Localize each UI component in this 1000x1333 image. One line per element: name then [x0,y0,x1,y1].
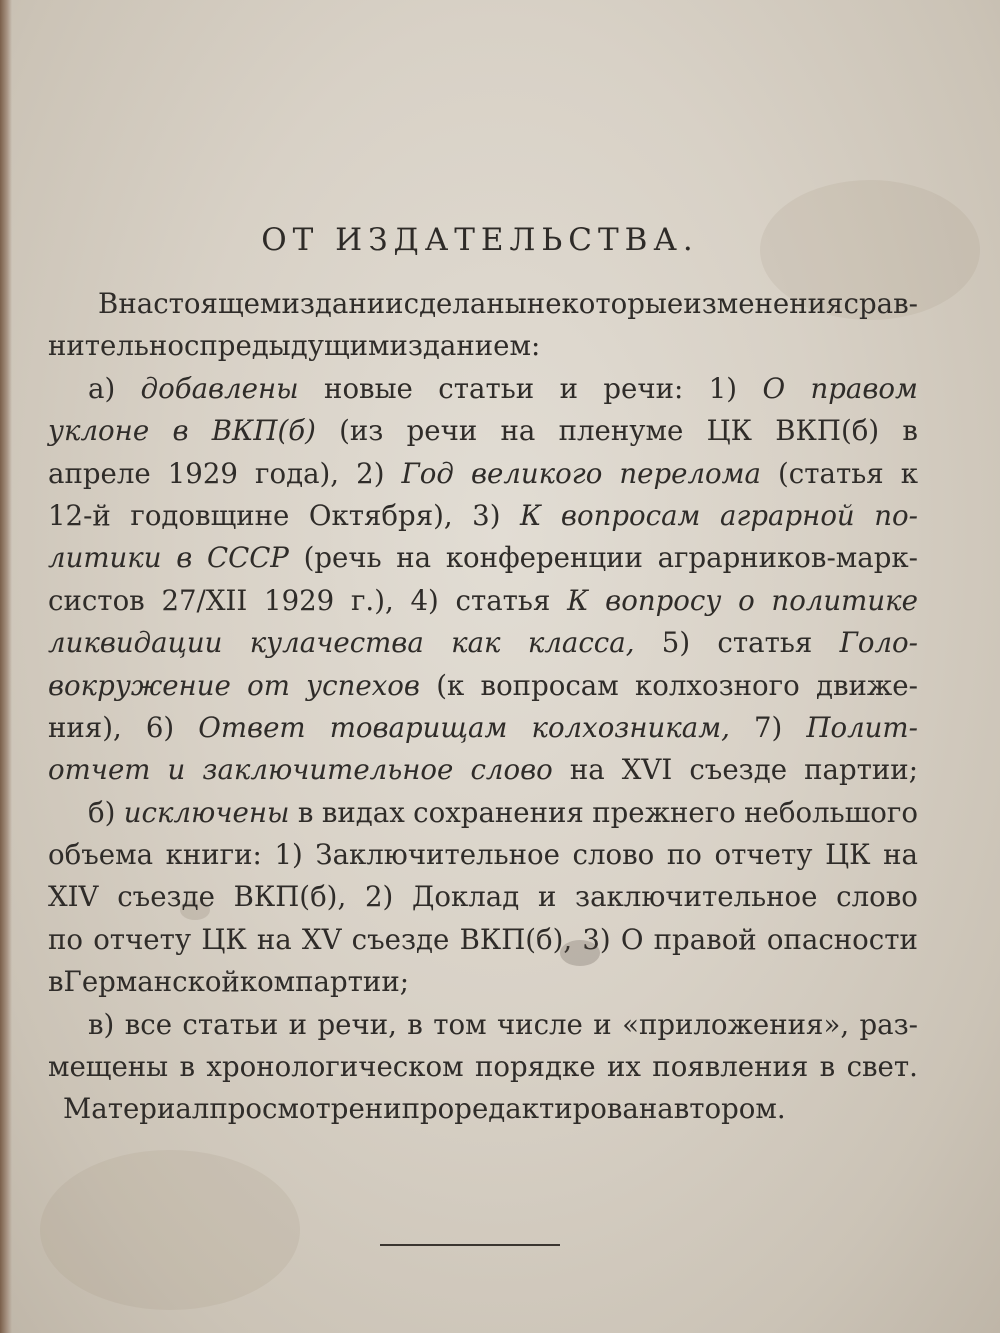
text-word: опасности [766,922,918,956]
ink-blot [560,940,600,966]
text-word: слово [572,838,655,872]
text-line [48,453,918,495]
text-line [48,368,918,410]
text-word: XVI [621,753,673,787]
text-word: великого [470,456,603,490]
text-word: ЦК [825,838,871,872]
text-line [48,961,918,1003]
text-word: XIV [48,880,99,914]
text-word: съезде [689,753,788,787]
text-word: О [620,922,644,956]
text-word: ЦК [201,922,247,956]
text-word: нительно [48,329,184,363]
text-word: Ответ [198,710,306,744]
text-word: порядке [474,1050,596,1084]
text-word: XV [301,922,342,956]
text-word: б) [88,795,116,829]
text-word: отчету [714,838,813,872]
text-word: по- [874,498,918,532]
text-word: кулачества [249,626,424,660]
text-word: успехов [306,668,420,702]
text-word: хронологическом [206,1050,464,1084]
text-word: Германской [63,965,240,999]
text-word: в [819,1050,836,1084]
text-word: небольшого [744,795,918,829]
text-word: «приложения», [622,1007,850,1041]
text-word: (из [339,414,384,448]
text-word: 1929 [264,583,335,617]
text-word: СССР [206,541,289,575]
text-word: мещены [48,1050,169,1084]
text-word: и [167,753,186,787]
text-word: 4) [410,583,439,617]
page-edge [0,0,12,1333]
text-word: Год [401,456,454,490]
text-word: аграрников-марк- [657,541,918,575]
text-word: года), [255,456,340,490]
text-line [48,495,918,537]
text-word: годовщине [130,498,290,532]
text-word: О [762,371,786,405]
text-line [48,665,918,707]
text-word: движе- [815,668,918,702]
text-word: пленуме [558,414,684,448]
text-word: компартии; [239,965,410,999]
closing-rule [380,1244,560,1246]
text-word: слово [470,753,553,787]
text-word: статьи [438,371,535,405]
text-word: речи, [317,1007,397,1041]
text-word: по [666,838,702,872]
text-line [48,580,918,622]
text-word: 6) [145,710,175,744]
text-word: речи [406,414,478,448]
text-word: статья [717,626,813,660]
text-word: раз- [859,1007,918,1041]
text-word: правом [810,371,918,405]
text-word: свет. [846,1050,918,1084]
text-line [48,622,918,664]
text-word: с [183,329,200,363]
page-heading: ОТ ИЗДАТЕЛЬСТВА. [261,222,699,258]
text-word: том [433,1007,487,1041]
paper-stain [40,1150,300,1310]
text-word: в [48,965,64,999]
text-word: исключены [123,795,290,829]
text-word: предыдущим [199,329,390,363]
text-word: в [297,795,314,829]
text-word: сохранения [413,795,584,829]
text-word: новые [324,371,413,405]
text-word: изменения [683,287,844,320]
text-word: Голо- [839,626,918,660]
text-word: просмотрен [209,1092,384,1126]
text-word: класса, [527,626,635,660]
text-word: Полит- [806,710,918,744]
text-word: издании [281,287,404,320]
text-word: колхозного [635,668,800,702]
text-word: их [606,1050,641,1084]
text-word: видах [321,795,405,829]
text-word: и [537,880,557,914]
text-word: ВКП(б), [459,922,573,956]
text-word: прежнего [592,795,736,829]
text-word: систов [48,583,145,617]
text-word: вокружение [48,668,231,702]
text-word: Материал [63,1092,210,1126]
text-word: слово [836,880,918,914]
text-word: аграрной [719,498,855,532]
text-word: на [500,414,536,448]
text-line [48,834,918,876]
text-word: товарищам [329,710,508,744]
text-word: ния), [48,710,122,744]
text-word: Заключительное [315,838,560,872]
text-word: о [738,583,755,617]
text-line [48,325,918,367]
text-line [48,410,918,452]
text-word: 1) [274,838,303,872]
text-word: 1929 [167,456,238,490]
text-word: и [383,1092,402,1126]
text-word: ВКП(б) [211,414,316,448]
text-word: конференции [445,541,643,575]
text-word: а) [88,371,116,405]
text-word: (статья [778,456,884,490]
text-word: вопросам [480,668,619,702]
text-word: Доклад [411,880,520,914]
text-word: автором. [657,1092,786,1126]
text-word: 3) [582,922,611,956]
text-word: литики [48,541,162,575]
text-word: 3) [472,498,501,532]
text-word: в) [88,1007,115,1041]
text-word: на [569,753,605,787]
text-word: съезде [117,880,215,914]
text-word: в [176,541,193,575]
text-word: заключительное [202,753,454,787]
text-word: и [559,371,578,405]
text-word: 27/XII [161,583,248,617]
text-word: книги: [165,838,262,872]
text-word: К [567,583,589,617]
text-word: и [593,1007,612,1041]
text-word: апреле [48,456,151,490]
text-word: речи: [603,371,684,405]
text-word: и [288,1007,308,1041]
text-word: вопросам [560,498,701,532]
text-line [48,707,918,749]
text-word: Октября), [308,498,453,532]
text-word: сделаны [403,287,527,320]
text-word: настоящем [118,287,282,320]
text-word: в [172,414,189,448]
text-word: политике [771,583,918,617]
text-word: в [407,1007,423,1041]
text-word: в [902,414,918,448]
text-word: проредактирован [401,1092,658,1126]
text-line [48,1088,918,1130]
text-line [48,537,918,579]
text-word: объема [48,838,154,872]
publisher-note-text [48,283,918,1131]
text-word: колхозникам, [531,710,730,744]
text-word: в [179,1050,196,1084]
text-word: на [883,838,918,872]
text-line [48,919,918,961]
text-word: ВКП(б), [233,880,347,914]
text-word: 12-й [48,498,111,532]
text-word: 5) [661,626,691,660]
text-word: ЦК [706,414,752,448]
text-word: от [247,668,290,702]
text-word: ВКП(б) [775,414,880,448]
text-word: срав- [843,287,918,320]
text-line [48,876,918,918]
text-word: изданием: [389,329,541,363]
text-word: заключительное [575,880,818,914]
text-word: партии; [804,753,918,787]
text-word: правой [653,922,757,956]
text-word: перелома [619,456,761,490]
text-word: г.), [350,583,394,617]
text-word: В [98,287,119,320]
text-word: вопросу [605,583,722,617]
text-word: все [124,1007,173,1041]
text-line [48,792,918,834]
text-word: как [451,626,501,660]
text-word: съезде [351,922,450,956]
text-word: некоторые [526,287,684,320]
text-word: числе [496,1007,583,1041]
text-word: статья [455,583,551,617]
text-word: отчету [93,922,192,956]
text-word: на [396,541,432,575]
text-word: К [520,498,542,532]
text-word: уклоне [48,414,150,448]
text-word: 2) [356,456,385,490]
text-word: по [48,922,84,956]
text-word: (к [436,668,465,702]
text-line [48,1004,918,1046]
text-word: 1) [708,371,738,405]
text-line [48,749,918,791]
text-word: добавлены [140,371,299,405]
text-word: (речь [303,541,382,575]
text-word: 2) [364,880,394,914]
text-word: статьи [182,1007,279,1041]
text-word: отчет [48,753,151,787]
text-word: появления [652,1050,809,1084]
text-line [48,283,918,325]
text-word: 7) [753,710,783,744]
text-word: к [900,456,918,490]
text-line [48,1046,918,1088]
text-word: на [256,922,292,956]
text-word: ликвидации [48,626,223,660]
